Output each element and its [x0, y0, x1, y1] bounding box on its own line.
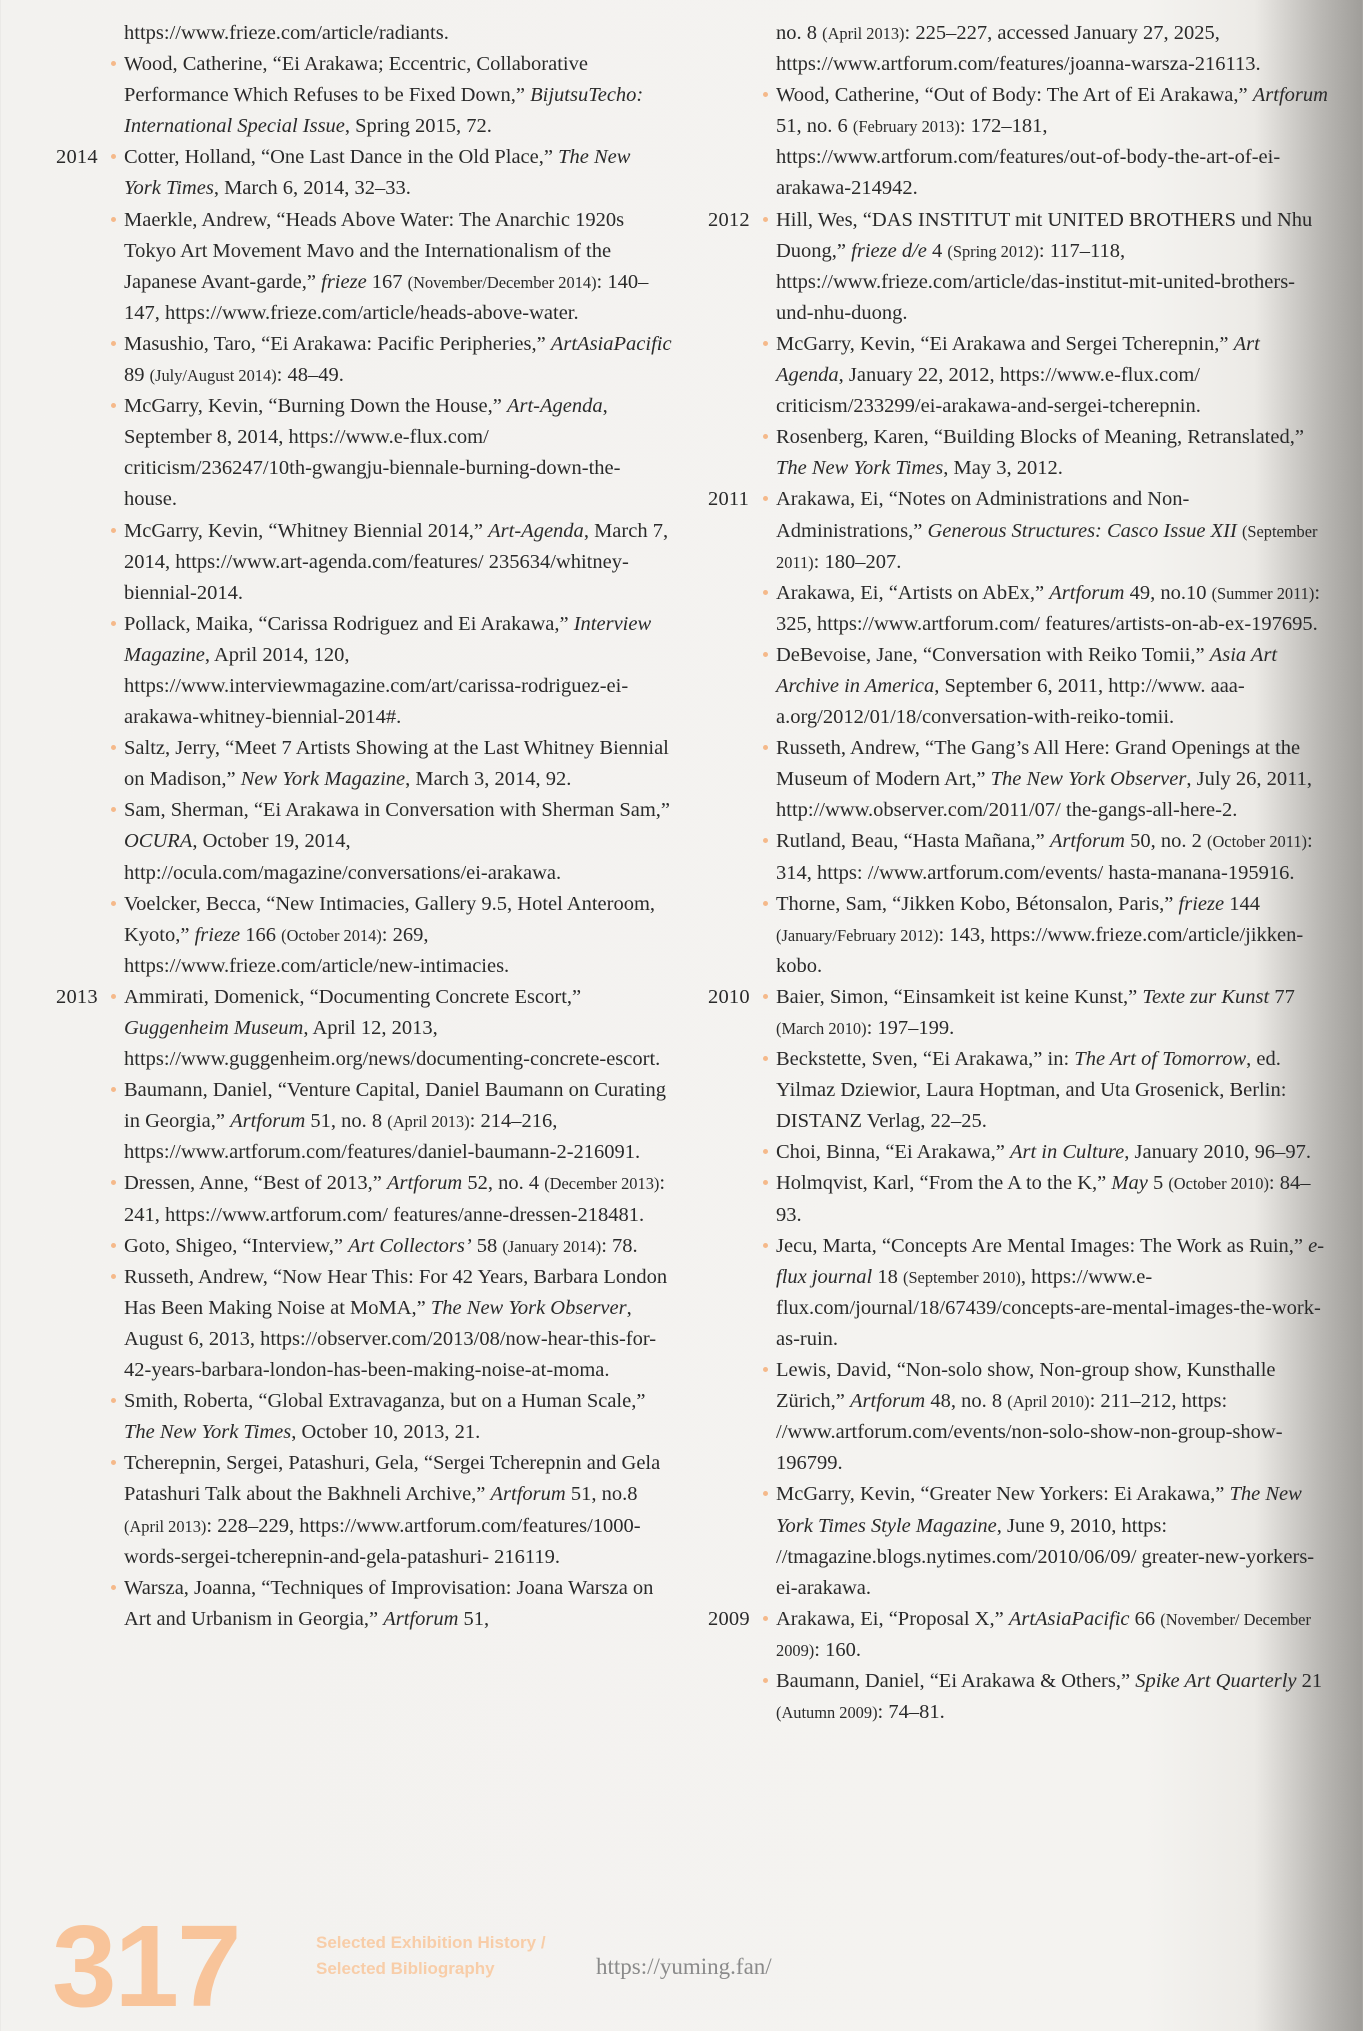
bibliography-entry: [708, 1044, 1328, 1137]
year-label: 2012: [708, 208, 750, 231]
citation-text: Saltz, Jerry, “Meet 7 Artists Showing at the Last Whitney Biennial on Madison,” New York Magazine, March 3, 2014, 92.: [124, 733, 672, 795]
page-number: 317: [52, 1901, 240, 2031]
citation-text: Masushio, Taro, “Ei Arakawa: Pacific Peripheries,” ArtAsiaPacific 89 (July/August 2014): 48–49.: [124, 329, 672, 391]
bibliography-entry: [56, 329, 672, 391]
bibliography-entry: [708, 889, 1328, 982]
year-label: 2013: [56, 985, 98, 1008]
section-title: [316, 1930, 546, 1982]
bibliography-entry: [708, 1168, 1328, 1230]
bibliography-entry: [708, 578, 1328, 640]
bibliography-entry: [708, 1231, 1328, 1355]
year-label: 2014: [56, 146, 98, 169]
citation-text: https://www.frieze.com/article/radiants.: [124, 22, 449, 44]
bibliography-entry: [708, 18, 1328, 80]
bibliography-entry: [56, 142, 672, 204]
citation-text: Sam, Sherman, “Ei Arakawa in Conversation with Sherman Sam,” OCURA, October 19, 2014, http://ocula.com/magazine/conversations/ei-arakawa.: [124, 795, 672, 888]
bibliography-entry: [56, 1168, 672, 1230]
bibliography-entry: [56, 205, 672, 329]
bibliography-entry: [708, 1666, 1328, 1728]
bibliography-entry: [56, 516, 672, 609]
citation-text: Baier, Simon, “Einsamkeit ist keine Kunst,” Texte zur Kunst 77 (March 2010): 197–199.: [776, 982, 1328, 1044]
bibliography-entry: [56, 733, 672, 795]
watermark-url: https://yuming.fan/: [596, 1954, 772, 1979]
citation-text: Hill, Wes, “DAS INSTITUT mit UNITED BROTHERS und Nhu Duong,” frieze d/e 4 (Spring 2012): 117–118, https://www.frieze.com/article/das-institut-mit-united-brothers-und-nhu-duong.: [776, 205, 1328, 329]
citation-text: Lewis, David, “Non-solo show, Non-group show, Kunsthalle Zürich,” Artforum 48, no. 8 (April 2010): 211–212, https: //www.artforum.com/events/non-solo-show-non-group-show-196799.: [776, 1355, 1328, 1479]
citation-text: Warsza, Joanna, “Techniques of Improvisation: Joana Warsza on Art and Urbanism in Georgia,” Artforum 51,: [124, 1573, 672, 1635]
citation-text: Goto, Shigeo, “Interview,” Art Collectors’ 58 (January 2014): 78.: [124, 1231, 672, 1262]
citation-text: Russeth, Andrew, “The Gang’s All Here: Grand Openings at the Museum of Modern Art,” The New York Observer, July 26, 2011, http://www.observer.com/2011/07/ the-gangs-all-here-2.: [776, 733, 1328, 826]
bibliography-entry: [708, 982, 1328, 1044]
citation-text: Pollack, Maika, “Carissa Rodriguez and Ei Arakawa,” Interview Magazine, April 2014, 120, https://www.interviewmagazine.com/art/carissa-rodriguez-ei-arakawa-whitney-biennial-2014#.: [124, 609, 672, 733]
citation-text: Choi, Binna, “Ei Arakawa,” Art in Culture, January 2010, 96–97.: [776, 1137, 1328, 1168]
bibliography-entry: [56, 889, 672, 982]
bibliography-entry: [56, 1262, 672, 1386]
citation-text: Wood, Catherine, “Out of Body: The Art of Ei Arakawa,” Artforum 51, no. 6 (February 2013): 172–181, https://www.artforum.com/features/out-of-body-the-art-of-ei-arakawa-214942.: [776, 80, 1328, 204]
citation-text: Dressen, Anne, “Best of 2013,” Artforum 52, no. 4 (December 2013): 241, https://www.artforum.com/ features/anne-dressen-218481.: [124, 1168, 672, 1230]
citation-text: Arakawa, Ei, “Artists on AbEx,” Artforum 49, no.10 (Summer 2011): 325, https://www.artforum.com/ features/artists-on-ab-ex-197695.: [776, 578, 1328, 640]
bibliography-entry: [708, 80, 1328, 204]
citation-text: Ammirati, Domenick, “Documenting Concrete Escort,” Guggenheim Museum, April 12, 2013, https://www.guggenheim.org/news/documenting-concrete-escort.: [124, 982, 672, 1075]
bibliography-entry: [708, 205, 1328, 329]
bibliography-entry: [56, 391, 672, 515]
bibliography-entry: [708, 1137, 1328, 1168]
bibliography-entry: [708, 640, 1328, 733]
bibliography-entry: [708, 1355, 1328, 1479]
citation-text: Cotter, Holland, “One Last Dance in the Old Place,” The New York Times, March 6, 2014, 32–33.: [124, 142, 672, 204]
bibliography-entry: [708, 484, 1328, 577]
citation-text: Wood, Catherine, “Ei Arakawa; Eccentric, Collaborative Performance Which Refuses to be Fixed Down,” BijutsuTecho: International Special Issue, Spring 2015, 72.: [124, 49, 672, 142]
citation-text: Holmqvist, Karl, “From the A to the K,” May 5 (October 2010): 84–93.: [776, 1168, 1328, 1230]
citation-text: McGarry, Kevin, “Ei Arakawa and Sergei Tcherepnin,” Art Agenda, January 22, 2012, https://www.e-flux.com/ criticism/233299/ei-arakawa-and-sergei-tcherepnin.: [776, 329, 1328, 422]
citation-text: Arakawa, Ei, “Proposal X,” ArtAsiaPacific 66 (November/ December 2009): 160.: [776, 1604, 1328, 1666]
bibliography-entry: [56, 795, 672, 888]
bibliography-entry: [708, 1604, 1328, 1666]
bibliography-entry: [708, 329, 1328, 422]
citation-text: Tcherepnin, Sergei, Patashuri, Gela, “Sergei Tcherepnin and Gela Patashuri Talk about the Bakhneli Archive,” Artforum 51, no.8 (April 2013): 228–229, https://www.artforum.com/features/1000-words-sergei-tcherepnin-and-gela-patashuri- 216119.: [124, 1448, 672, 1572]
bibliography-entry: [56, 1573, 672, 1635]
citation-text: no. 8 (April 2013): 225–227, accessed January 27, 2025, https://www.artforum.com/features/joanna-warsza-216113.: [776, 22, 1261, 76]
citation-text: Jecu, Marta, “Concepts Are Mental Images: The Work as Ruin,” e-flux journal 18 (September 2010), https://www.e-flux.com/journal/18/67439/concepts-are-mental-images-the-work-as-ruin.: [776, 1231, 1328, 1355]
year-label: 2010: [708, 985, 750, 1008]
bibliography-entry: [56, 1075, 672, 1168]
citation-text: McGarry, Kevin, “Whitney Biennial 2014,” Art-Agenda, March 7, 2014, https://www.art-agenda.com/features/ 235634/whitney-biennial-2014.: [124, 516, 672, 609]
bibliography-entry: [708, 422, 1328, 484]
bibliography-entry: [708, 733, 1328, 826]
citation-text: Baumann, Daniel, “Ei Arakawa & Others,” Spike Art Quarterly 21 (Autumn 2009): 74–81.: [776, 1666, 1328, 1728]
citation-text: McGarry, Kevin, “Greater New Yorkers: Ei Arakawa,” The New York Times Style Magazine, June 9, 2010, https: //tmagazine.blogs.nytimes.com/2010/06/09/ greater-new-yorkers-ei-arakawa.: [776, 1479, 1328, 1603]
bibliography-left-column: [56, 18, 672, 1635]
citation-text: Rutland, Beau, “Hasta Mañana,” Artforum 50, no. 2 (October 2011): 314, https: //www.artforum.com/events/ hasta-manana-195916.: [776, 826, 1328, 888]
citation-text: Voelcker, Becca, “New Intimacies, Gallery 9.5, Hotel Anteroom, Kyoto,” frieze 166 (October 2014): 269, https://www.frieze.com/article/new-intimacies.: [124, 889, 672, 982]
bibliography-entry: [56, 1386, 672, 1448]
citation-text: Beckstette, Sven, “Ei Arakawa,” in: The Art of Tomorrow, ed. Yilmaz Dziewior, Laura Hoptman, and Uta Grosenick, Berlin: DISTANZ Verlag, 22–25.: [776, 1044, 1328, 1137]
citation-text: DeBevoise, Jane, “Conversation with Reiko Tomii,” Asia Art Archive in America, September 6, 2011, http://www. aaa-a.org/2012/01/18/conversation-with-reiko-tomii.: [776, 640, 1328, 733]
citation-text: Baumann, Daniel, “Venture Capital, Daniel Baumann on Curating in Georgia,” Artforum 51, no. 8 (April 2013): 214–216, https://www.artforum.com/features/daniel-baumann-2-216091.: [124, 1075, 672, 1168]
citation-text: Maerkle, Andrew, “Heads Above Water: The Anarchic 1920s Tokyo Art Movement Mavo and the Internationalism of the Japanese Avant-garde,” frieze 167 (November/December 2014): 140–147, https://www.frieze.com/article/heads-above-water.: [124, 205, 672, 329]
citation-text: McGarry, Kevin, “Burning Down the House,” Art-Agenda, September 8, 2014, https://www.e-flux.com/ criticism/236247/10th-gwangju-biennale-burning-down-the-house.: [124, 391, 672, 515]
bibliography-entry: [56, 609, 672, 733]
year-label: 2009: [708, 1607, 750, 1630]
section-title-line2: Selected Bibliography: [316, 1959, 495, 1978]
bibliography-entry: [708, 826, 1328, 888]
citation-text: Arakawa, Ei, “Notes on Administrations and Non-Administrations,” Generous Structures: Casco Issue XII (September 2011): 180–207.: [776, 484, 1328, 577]
bibliography-entry: [708, 1479, 1328, 1603]
citation-text: Smith, Roberta, “Global Extravaganza, but on a Human Scale,” The New York Times, October 10, 2013, 21.: [124, 1386, 672, 1448]
bibliography-entry: [56, 49, 672, 142]
bibliography-entry: [56, 18, 672, 49]
citation-text: Thorne, Sam, “Jikken Kobo, Bétonsalon, Paris,” frieze 144 (January/February 2012): 143, https://www.frieze.com/article/jikken-kobo.: [776, 889, 1328, 982]
bibliography-entry: [56, 1448, 672, 1572]
section-title-line1: Selected Exhibition History /: [316, 1933, 546, 1952]
citation-text: Rosenberg, Karen, “Building Blocks of Meaning, Retranslated,” The New York Times, May 3, 2012.: [776, 422, 1328, 484]
bibliography-entry: [56, 982, 672, 1075]
year-label: 2011: [708, 488, 750, 511]
citation-text: Russeth, Andrew, “Now Hear This: For 42 Years, Barbara London Has Been Making Noise at MoMA,” The New York Observer, August 6, 2013, https://observer.com/2013/08/now-hear-this-for-42-years-barbara-london-has-been-making-noise-at-moma.: [124, 1262, 672, 1386]
bibliography-right-column: [708, 18, 1328, 1728]
bibliography-entry: [56, 1231, 672, 1262]
